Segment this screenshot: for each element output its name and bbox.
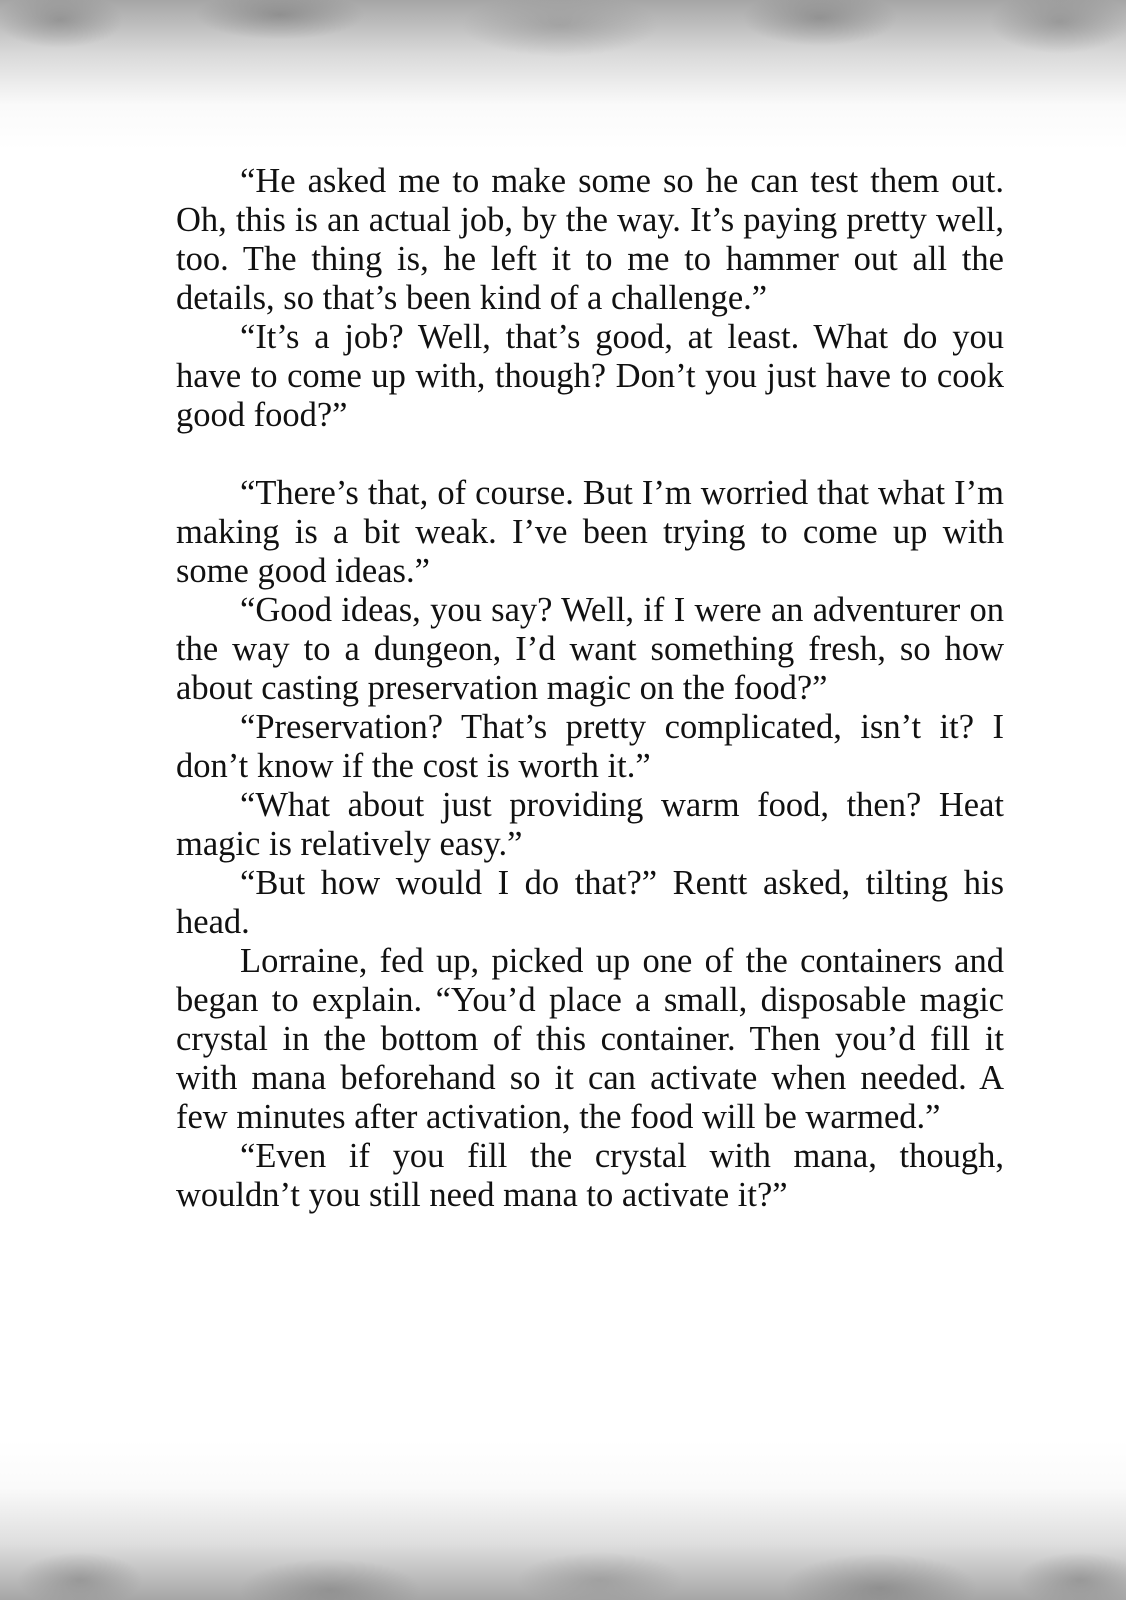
paragraph: “Even if you fill the crystal with mana, though, wouldn’t you still need mana to activate it?”: [176, 1137, 1004, 1214]
paragraph: “Good ideas, you say? Well, if I were an adventurer on the way to a dungeon, I’d want something fresh, so how about casting preservation magic on the food?”: [176, 591, 1004, 707]
paragraph: “Preservation? That’s pretty complicated, isn’t it? I don’t know if the cost is worth it.”: [176, 708, 1004, 785]
body-text: [176, 162, 1004, 1215]
paragraph: Lorraine, fed up, picked up one of the containers and began to explain. “You’d place a small, disposable magic crystal in the bottom of this container. Then you’d fill it with mana beforehand so it can activate when needed. A few minutes after activation, the food will be warmed.”: [176, 942, 1004, 1136]
paragraph: “But how would I do that?” Rentt asked, tilting his head.: [176, 864, 1004, 941]
paragraph: “It’s a job? Well, that’s good, at least. What do you have to come up with, though? Don’t you just have to cook good food?”: [176, 318, 1004, 434]
stone-border-top: [0, 0, 1126, 150]
paragraph: “What about just providing warm food, then? Heat magic is relatively easy.”: [176, 786, 1004, 863]
stone-border-bottom: [0, 1440, 1126, 1600]
paragraph: “He asked me to make some so he can test them out. Oh, this is an actual job, by the way. It’s paying pretty well, too. The thing is, he left it to me to hammer out all the details, so that’s been kind of a challenge.”: [176, 162, 1004, 317]
paragraph: “There’s that, of course. But I’m worried that what I’m making is a bit weak. I’ve been trying to come up with some good ideas.”: [176, 474, 1004, 590]
